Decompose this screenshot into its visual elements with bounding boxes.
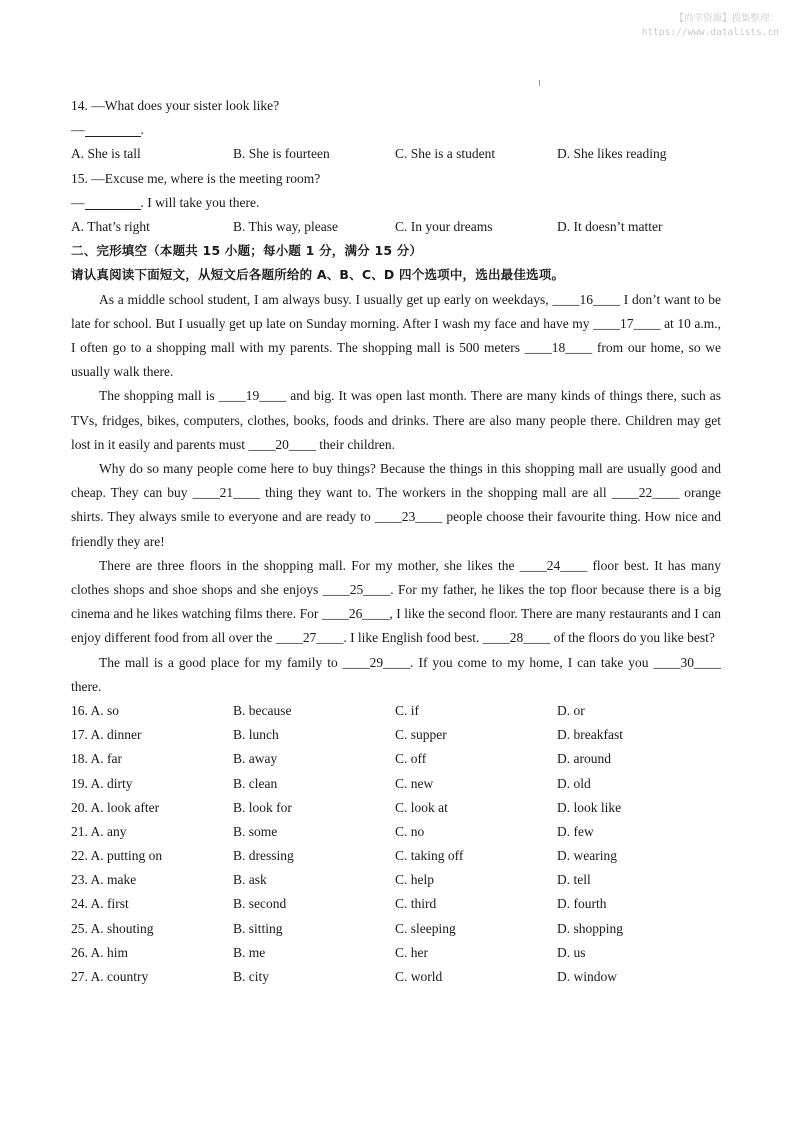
- choice-row-24: [71, 892, 721, 916]
- blank-16: ____16____: [552, 291, 620, 307]
- q14-prompt: 14. —What does your sister look like?: [71, 98, 280, 113]
- choice-row-26: [71, 941, 721, 965]
- q14-answer-suffix: .: [140, 122, 144, 138]
- p4-text-4: , I like the second floor. There are many restaurants and I can enjoy different food from all over the: [71, 606, 721, 646]
- choice-23-b: B. ask: [233, 872, 267, 888]
- choice-27-d: D. window: [557, 969, 617, 985]
- choice-17-a: 17. A. dinner: [71, 727, 142, 743]
- choice-17-b: B. lunch: [233, 727, 279, 743]
- choice-19-b: B. clean: [233, 775, 278, 791]
- p4-text-2: floor best. It has many clothes shops and shoe shops and she enjoys: [71, 557, 721, 597]
- q14-options: [71, 142, 721, 166]
- p3-text-2: thing they want to. The workers in the shopping mall are all: [260, 485, 612, 501]
- choice-22-c: C. taking off: [395, 848, 464, 864]
- p3-text-1: Why do so many people come here to buy things? Because the things in this shopping mall are usually good and cheap. They can buy: [71, 460, 721, 501]
- q15-options: [71, 215, 721, 239]
- blank-18: ____18____: [524, 339, 593, 355]
- p3-text-3: orange shirts. They always smile to everyone and are ready to: [71, 485, 721, 525]
- page-mark: [539, 80, 540, 86]
- choice-22-d: D. wearing: [557, 848, 617, 864]
- choice-row-21: [71, 820, 721, 844]
- choice-16-b: B. because: [233, 702, 292, 718]
- p1-text-2: I don’t want to be late for school. But I usually get up late on Sunday morning. After I wash my face and have my: [71, 291, 722, 331]
- choice-19-a: 19. A. dirty: [71, 775, 133, 791]
- p2-text-2: and big. It was open last month. There are many kinds of things there, such as TVs, fridges, bikes, computers, clothes, books, foods and drinks. There are also many people there. Children may get lost in it easily and parents must: [71, 388, 722, 452]
- q15-answer-prefix: —: [71, 194, 85, 210]
- choice-21-d: D. few: [557, 823, 594, 839]
- p4-text-5: . I like English food best.: [343, 630, 483, 646]
- passage-paragraph-5: [71, 651, 721, 699]
- q15-option-c: C. In your dreams: [395, 218, 493, 234]
- q14-option-d: D. She likes reading: [557, 146, 667, 162]
- choice-20-c: C. look at: [395, 799, 448, 815]
- choice-21-c: C. no: [395, 823, 425, 839]
- p1-text-1: As a middle school student, I am always busy. I usually get up early on weekdays,: [99, 291, 553, 307]
- choice-21-b: B. some: [233, 823, 278, 839]
- choice-row-22: [71, 844, 721, 868]
- q15-option-b: B. This way, please: [233, 218, 338, 234]
- choice-26-c: C. her: [395, 944, 428, 960]
- p2-text-3: their children.: [315, 436, 395, 452]
- choice-16-c: C. if: [395, 702, 420, 718]
- q14-answer-blank: [85, 122, 141, 137]
- q14-option-b: B. She is fourteen: [233, 146, 330, 162]
- section-title: 二、完形填空（本题共 15 小题；每小题 1 分，满分 15 分）: [71, 243, 423, 259]
- p2-text-1: The shopping mall is: [99, 388, 219, 404]
- choice-26-a: 26. A. him: [71, 944, 129, 960]
- blank-25: ____25____: [322, 581, 391, 597]
- choice-row-20: [71, 796, 721, 820]
- choice-23-a: 23. A. make: [71, 872, 137, 888]
- choice-row-23: [71, 868, 721, 892]
- blank-22: ____22____: [611, 485, 680, 501]
- choice-24-d: D. fourth: [557, 896, 607, 912]
- blank-17: ____17____: [593, 315, 661, 331]
- blank-27: ____27____: [275, 630, 344, 646]
- choice-20-b: B. look for: [233, 799, 292, 815]
- choice-26-b: B. me: [233, 944, 266, 960]
- q15-option-a: A. That’s right: [71, 218, 150, 234]
- q14-option-c: C. She is a student: [395, 146, 496, 162]
- blank-28: ____28____: [482, 630, 551, 646]
- choice-26-d: D. us: [557, 944, 586, 960]
- blank-20: ____20____: [248, 436, 316, 452]
- exam-page: [71, 94, 721, 989]
- choice-25-c: C. sleeping: [395, 920, 456, 936]
- passage-paragraph-1: [71, 288, 721, 385]
- choice-25-b: B. sitting: [233, 920, 283, 936]
- choice-19-c: C. new: [395, 775, 434, 791]
- choice-27-c: C. world: [395, 969, 443, 985]
- choice-27-b: B. city: [233, 969, 269, 985]
- q15-answer-suffix: . I will take you there.: [140, 194, 260, 210]
- watermark-line-1: 【尚学资源】搜集整理：: [674, 13, 779, 24]
- choice-row-25: [71, 917, 721, 941]
- blank-26: ____26____: [321, 606, 390, 622]
- choice-24-a: 24. A. first: [71, 896, 129, 912]
- blank-21: ____21____: [192, 485, 261, 501]
- choice-16-d: D. or: [557, 702, 585, 718]
- choice-row-16: [71, 699, 721, 723]
- choice-21-a: 21. A. any: [71, 823, 127, 839]
- choice-22-b: B. dressing: [233, 848, 294, 864]
- blank-29: ____29____: [342, 654, 411, 670]
- blank-19: ____19____: [218, 388, 287, 404]
- p4-text-3: . For my father, he likes the top floor because there is a big cinema and he likes watching films there. For: [71, 581, 721, 622]
- p3-text-4: people choose their favourite thing. How nice and friendly they are!: [71, 509, 721, 549]
- choice-19-d: D. old: [557, 775, 591, 791]
- watermark-line-2: https://www.datalists.cn: [641, 27, 779, 38]
- blank-24: ____24____: [519, 557, 588, 573]
- choice-17-d: D. breakfast: [557, 727, 623, 743]
- p5-text-1: The mall is a good place for my family to: [99, 654, 343, 670]
- choice-18-d: D. around: [557, 751, 611, 767]
- choice-20-d: D. look like: [557, 799, 622, 815]
- blank-23: ____23____: [374, 509, 443, 525]
- choice-18-c: C. off: [395, 751, 427, 767]
- q15-prompt: 15. —Excuse me, where is the meeting room?: [71, 170, 321, 186]
- choice-row-19: [71, 772, 721, 796]
- passage-paragraph-3: [71, 457, 721, 554]
- choice-18-b: B. away: [233, 751, 278, 767]
- choice-17-c: C. supper: [395, 727, 447, 743]
- choice-22-a: 22. A. putting on: [71, 848, 163, 864]
- section-instruction: 请认真阅读下面短文，从短文后各题所给的 A、B、C、D 四个选项中，选出最佳选项。: [71, 267, 565, 283]
- p1-text-4: from our home, so we usually walk there.: [71, 339, 721, 380]
- q14-option-a: A. She is tall: [71, 146, 141, 162]
- p4-text-1: There are three floors in the shopping mall. For my mother, she likes the: [99, 557, 520, 573]
- choice-row-27: [71, 965, 721, 989]
- choice-23-d: D. tell: [557, 872, 591, 888]
- passage-paragraph-2: [71, 384, 721, 457]
- q14-answer-line: [71, 118, 721, 142]
- choice-row-18: [71, 747, 721, 771]
- choice-24-b: B. second: [233, 896, 287, 912]
- choice-20-a: 20. A. look after: [71, 799, 160, 815]
- blank-30: ____30____: [653, 654, 721, 670]
- passage-paragraph-4: [71, 554, 721, 651]
- choice-24-c: C. third: [395, 896, 437, 912]
- q15-answer-blank: [85, 195, 141, 210]
- choice-27-a: 27. A. country: [71, 969, 149, 985]
- p4-text-6: of the floors do you like best?: [550, 630, 715, 646]
- p5-text-3: there.: [71, 678, 102, 694]
- watermark: [642, 12, 779, 40]
- choice-25-a: 25. A. shouting: [71, 920, 154, 936]
- choice-18-a: 18. A. far: [71, 751, 122, 767]
- q15-answer-line: [71, 191, 721, 215]
- choice-25-d: D. shopping: [557, 920, 624, 936]
- choice-row-17: [71, 723, 721, 747]
- p1-text-3: at 10 a.m., I often go to a shopping mall with my parents. The shopping mall is 500 meters: [71, 315, 721, 355]
- q15-option-d: D. It doesn’t matter: [557, 218, 663, 234]
- choice-23-c: C. help: [395, 872, 434, 888]
- choice-16-a: 16. A. so: [71, 702, 120, 718]
- p5-text-2: . If you come to my home, I can take you: [410, 654, 654, 670]
- q14-answer-prefix: —: [71, 122, 85, 138]
- choice-list: [71, 699, 721, 989]
